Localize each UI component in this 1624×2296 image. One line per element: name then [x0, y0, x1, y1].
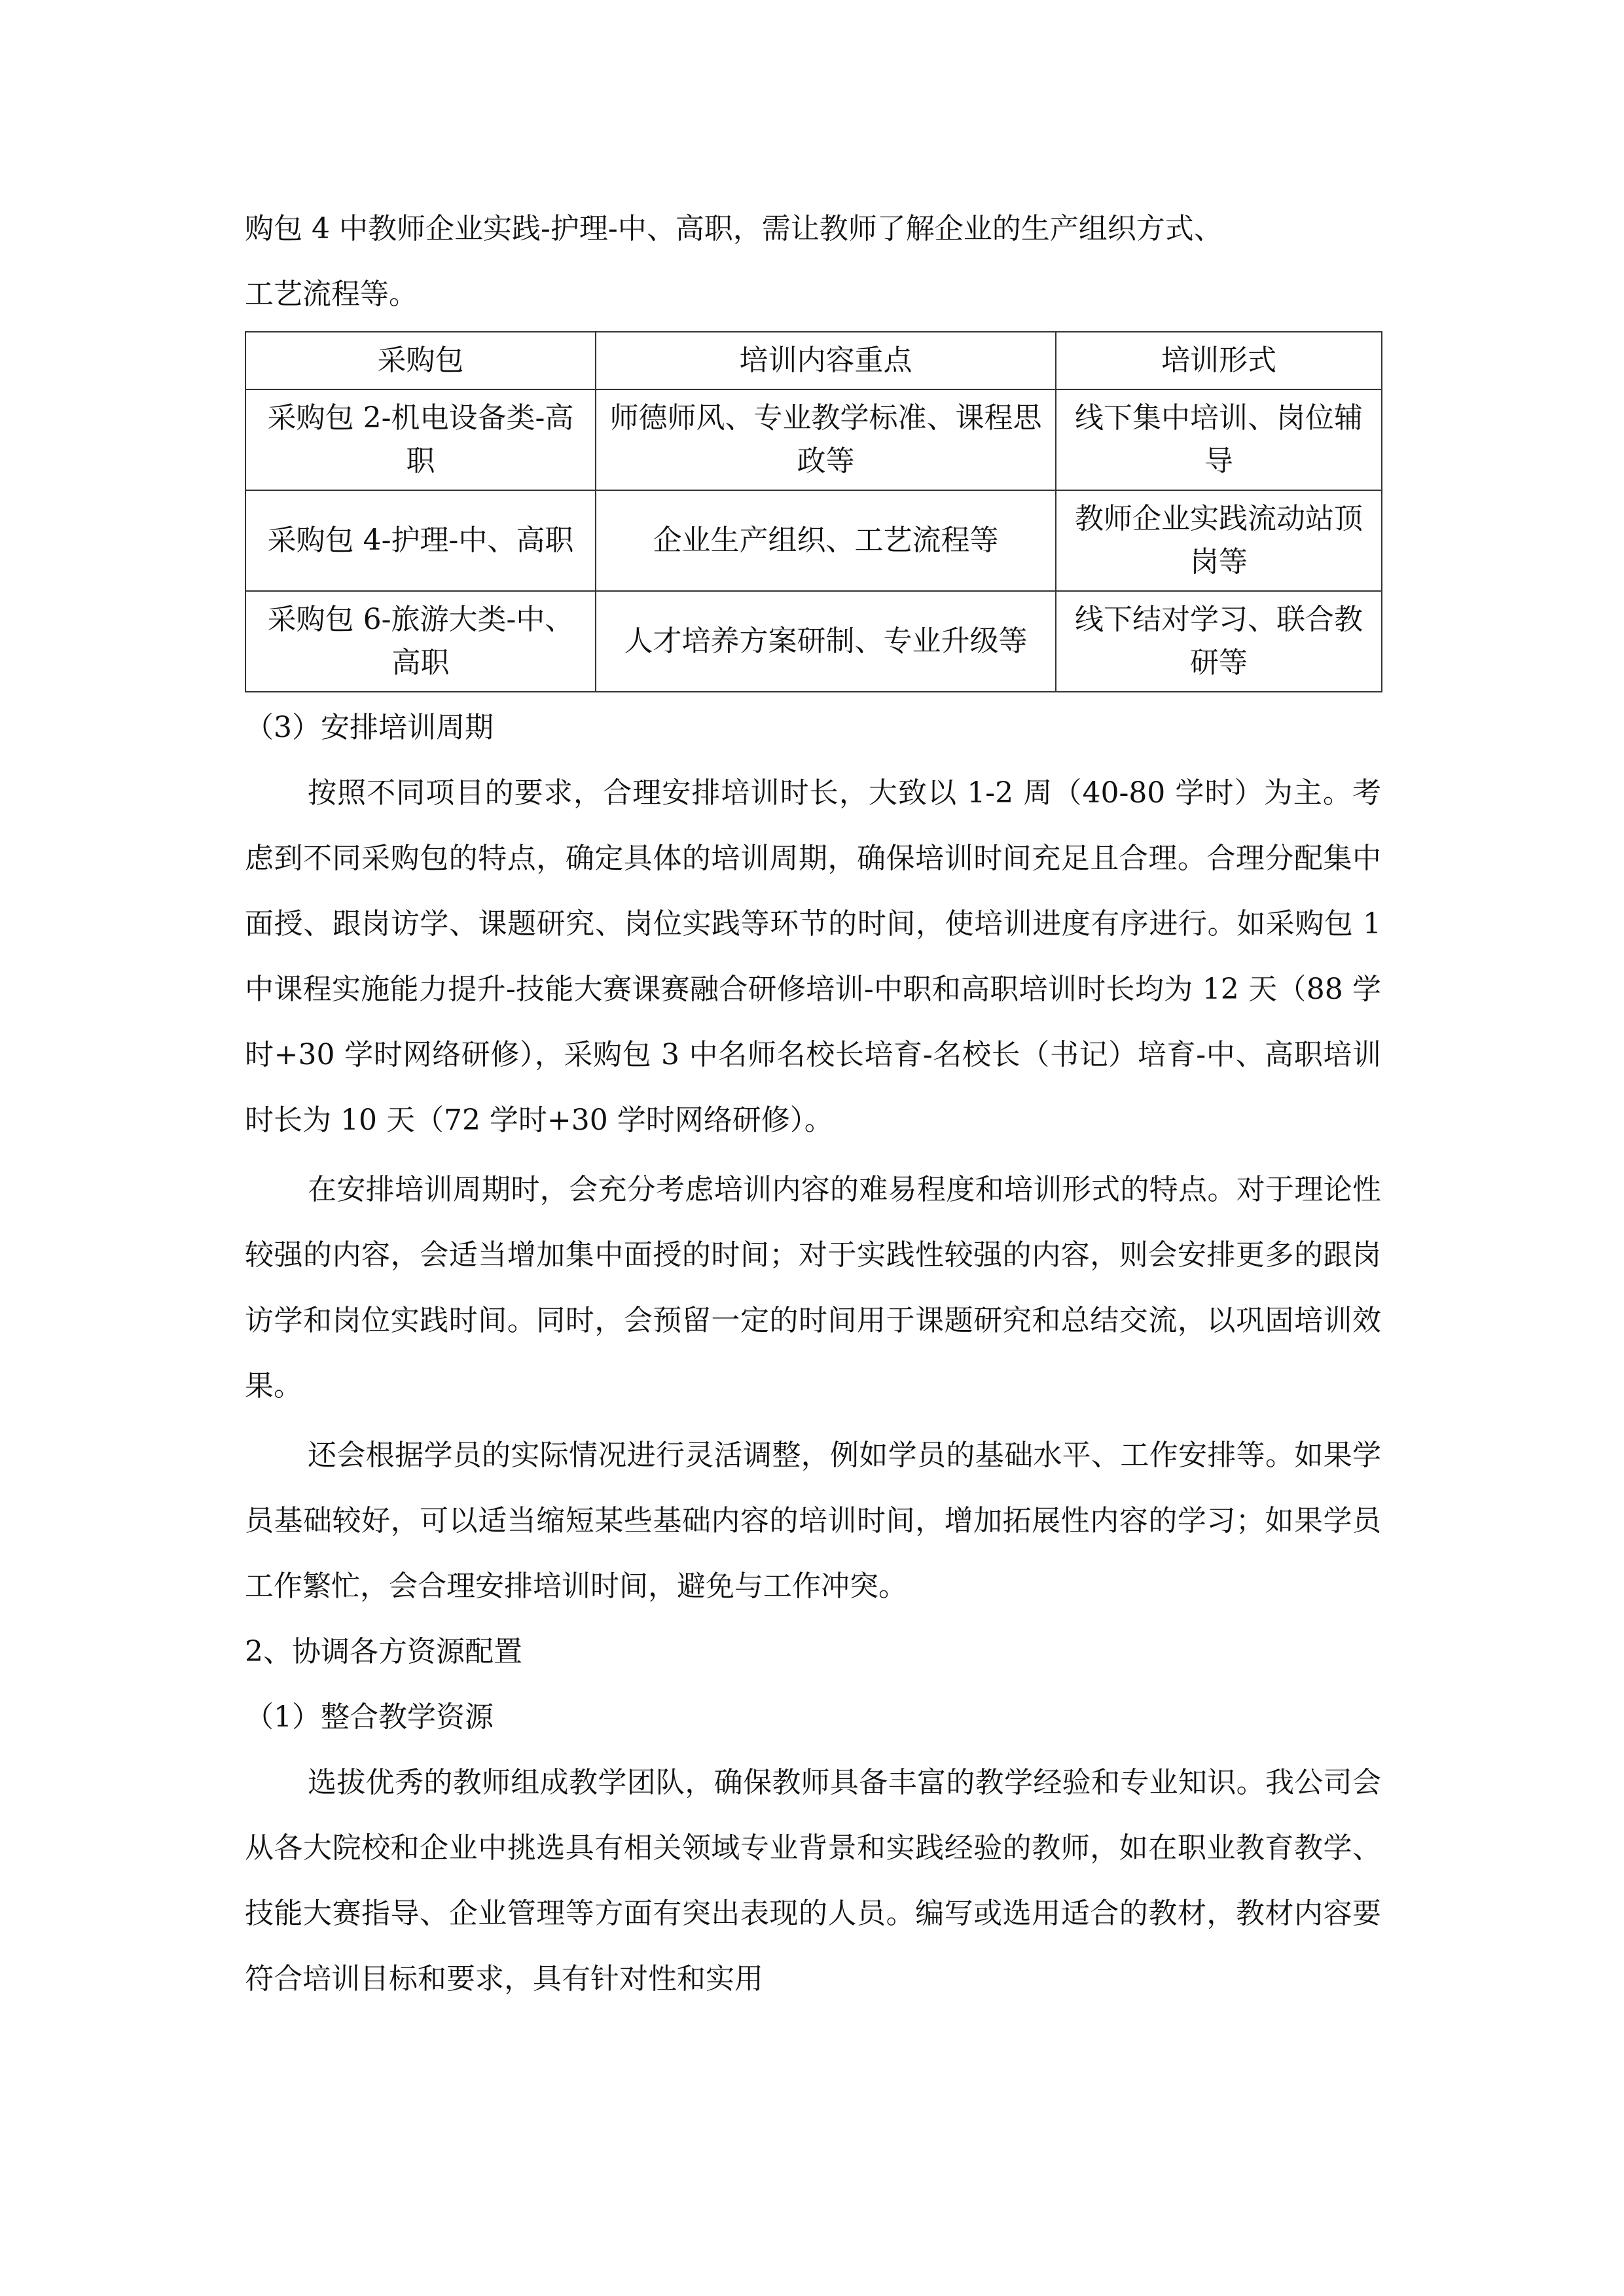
table-cell-focus: 人才培养方案研制、专业升级等 — [596, 591, 1056, 692]
section-heading-teaching-resources: （1）整合教学资源 — [245, 1700, 494, 1734]
intro-line-1: 购包 4 中教师企业实践-护理-中、高职，需让教师了解企业的生产组织方式、 — [245, 212, 1223, 245]
table-cell-form: 线下结对学习、联合教研等 — [1056, 591, 1382, 692]
header-package: 采购包 — [245, 332, 596, 389]
table-row — [245, 490, 1382, 591]
schedule-paragraph-2: 在安排培训周期时，会充分考虑培训内容的难易程度和培训形式的特点。对于理论性较强的内容，会适当增加集中面授的时间；对于实践性较强的内容，则会安排更多的跟岗访学和岗位实践时间。同时，会预留一定的时间用于课题研究和总结交流，以巩固培训效果。 — [245, 1173, 1381, 1403]
procurement-package-table — [245, 331, 1382, 692]
table-cell-form: 教师企业实践流动站顶岗等 — [1056, 490, 1382, 591]
schedule-paragraph-3: 还会根据学员的实际情况进行灵活调整，例如学员的基础水平、工作安排等。如果学员基础较好，可以适当缩短某些基础内容的培训时间，增加拓展性内容的学习；如果学员工作繁忙，会合理安排培训时间，避免与工作冲突。 — [245, 1439, 1381, 1603]
page-content — [245, 196, 1381, 2012]
schedule-paragraph-1: 按照不同项目的要求，合理安排培训时长，大致以 1-2 周（40-80 学时）为主。考虑到不同采购包的特点，确定具体的培训周期，确保培训时间充足且合理。合理分配集中面授、跟岗访学、课题研究、岗位实践等环节的时间，使培训进度有序进行。如采购包 1 中课程实施能力提升-技能大赛课赛融合研修培训-中职和高职培训时长均为 12 天（88 学时+30 学时网络研修），采购包 3 中名师名校长培育-名校长（书记）培育-中、高职培训时长为 10 天（72 学时+30 学时网络研修）。 — [245, 776, 1381, 1137]
teaching-resources-paragraph: 选拔优秀的教师组成教学团队，确保教师具备丰富的教学经验和专业知识。我公司会从各大院校和企业中挑选具有相关领域专业背景和实践经验的教师，如在职业教育教学、技能大赛指导、企业管理等方面有突出表现的人员。编写或选用适合的教材，教材内容要符合培训目标和要求，具有针对性和实用 — [245, 1766, 1381, 1996]
table-cell-package: 采购包 2-机电设备类-高职 — [245, 389, 596, 490]
table-cell-package: 采购包 4-护理-中、高职 — [245, 490, 596, 591]
table-cell-focus: 企业生产组织、工艺流程等 — [596, 490, 1056, 591]
table-cell-package: 采购包 6-旅游大类-中、高职 — [245, 591, 596, 692]
table-row — [245, 591, 1382, 692]
table-header-row — [245, 332, 1382, 389]
table-cell-focus: 师德师风、专业教学标准、课程思政等 — [596, 389, 1056, 490]
section-heading-schedule: （3）安排培训周期 — [245, 711, 494, 744]
section-heading-resources: 2、协调各方资源配置 — [245, 1635, 522, 1668]
intro-line-2: 工艺流程等。 — [245, 278, 418, 311]
header-training-form: 培训形式 — [1056, 332, 1382, 389]
header-training-focus: 培训内容重点 — [596, 332, 1056, 389]
table-row — [245, 389, 1382, 490]
table-cell-form: 线下集中培训、岗位辅导 — [1056, 389, 1382, 490]
